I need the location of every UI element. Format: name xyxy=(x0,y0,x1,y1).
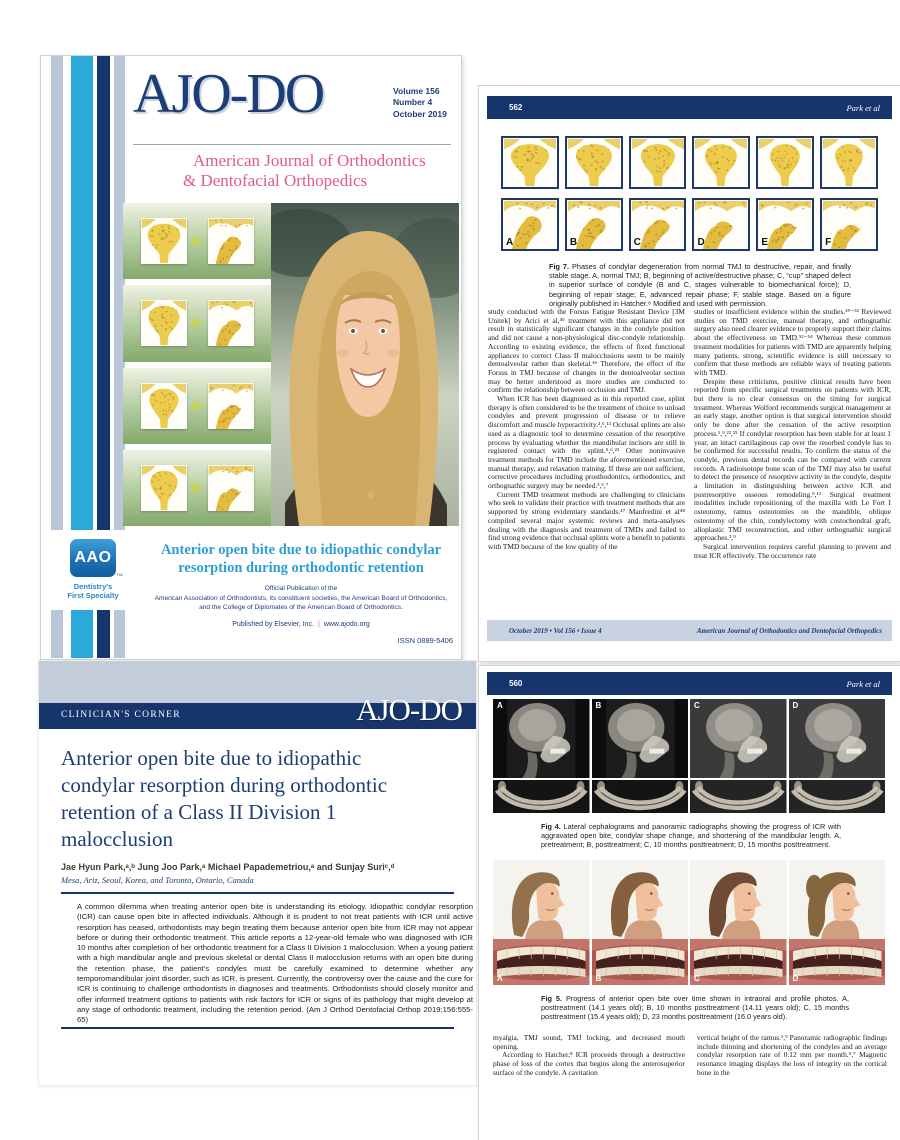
journal-name-line2: & Dentofacial Orthopedics xyxy=(183,171,368,190)
volume-line: Volume 156 xyxy=(393,86,440,96)
panel-label: A xyxy=(497,701,503,710)
cover-condyle-illustration-strip xyxy=(123,203,271,526)
panoramic-radiograph-image xyxy=(592,780,689,813)
article-title-line1: Anterior open bite due to idiopathic xyxy=(61,746,362,770)
stripe-navy xyxy=(97,610,110,658)
body-paragraph: study conducted with the Forsus Fatigue Resistant Device [3M Unitek] by Arici et al,⁴⁵ treatment with this appliance did not result in statistically significant changes in the condyle position and did not cause a non-physiological disc-condyle relationship. According to existing evidence, the effects of fixed functional appliances to correct Class II malocclusions seem to be mainly dentoalveolar rather than skeletal.⁴⁶ Therefore, the effect of the Forsus in TMJ because of changes in the dentoalveolar section may be better understood as more studies are conducted to confirm the relationship between occlusion and TMJ. xyxy=(488,308,685,395)
fig7-top-row xyxy=(501,136,878,189)
section-kicker: CLINICIAN'S CORNER xyxy=(61,710,181,720)
publisher-separator: | xyxy=(317,621,320,628)
panoramic-radiograph-image xyxy=(493,780,590,813)
condyle-pair-row xyxy=(123,285,271,361)
arrow-right-icon xyxy=(193,482,202,494)
panel-label: C xyxy=(694,701,700,710)
fig7-sagittal-panel xyxy=(820,198,878,251)
stripe-cyan xyxy=(71,610,93,658)
cephalogram-image xyxy=(789,699,886,778)
fig4-cephalogram-row xyxy=(493,699,885,778)
fig5-intraoral-photo-row xyxy=(493,939,885,985)
footer-journal-name: American Journal of Orthodontics and Dentofacial Orthopedics xyxy=(696,626,882,635)
author-byline: Jae Hyun Park,ᵃ,ᵇ Jung Joo Park,ᵃ Michael Papademetriou,ᵃ and Sunjay Suriᶜ,ᵈ xyxy=(61,862,395,872)
page-number: 562 xyxy=(509,103,523,112)
fig7-frontal-panel xyxy=(820,136,878,189)
page-footer-bar xyxy=(487,620,892,641)
cover-feature-title-line1: Anterior open bite due to idiopathic condylar xyxy=(160,542,442,558)
body-paragraph: Surgical intervention requires careful planning to prevent and treat ICR effectively. The occurrence rate xyxy=(694,541,891,560)
panel-label: A xyxy=(497,974,503,983)
official-publication-line1: Official Publication of the xyxy=(264,585,338,592)
aao-tagline-line2: First Specialty xyxy=(67,591,119,601)
aao-tagline-line1: Dentistry's xyxy=(73,582,113,591)
cover-portrait-photo xyxy=(271,203,459,526)
cephalogram-image xyxy=(493,699,590,778)
fig7-frontal-panel xyxy=(629,136,687,189)
issn-label: ISSN 0889-5406 xyxy=(397,636,453,645)
cover-masthead-logo: AJO-DO xyxy=(133,63,324,125)
fig7-sagittal-panel xyxy=(629,198,687,251)
fig7-frontal-panel xyxy=(692,136,750,189)
condyle-normal-thumbnail xyxy=(141,218,187,264)
fig7-frontal-panel xyxy=(501,136,559,189)
abstract-rule-top xyxy=(61,892,454,894)
condyle-normal-thumbnail xyxy=(141,383,187,429)
fig5-caption-lead: Fig 5. xyxy=(541,994,562,1003)
condyle-normal-thumbnail xyxy=(141,465,187,511)
panel-label: A xyxy=(506,237,514,248)
ajodo-brand-logo: AJO-DO xyxy=(356,692,462,727)
aao-logo-block xyxy=(55,539,131,601)
body-paragraph: When ICR has been diagnosed as in this reported case, splint therapy is often considered to be the treatment of choice to unload condyles and prevent progression of disease or to relieve discomfort and muscle hyperactivity.³,⁶,¹³ Occlusal splints are also used as a diagnostic tool to determine cessation of the resorptive process by evaluating whether the mandibular incisors are still in registered contact with the splint.⁵,⁶,²³ Other noninvasive treatment methods for TMD include the aforementioned exercise, manual therapy, and relaxation training. If these are not sufficient, corrective procedures including prosthodontics, orthodontics, and orthognathic surgery may be needed.³,⁶,⁷ xyxy=(488,394,685,491)
number-line: Number 4 xyxy=(393,97,433,108)
cover-feature-title-line2: resorption during orthodontic retention xyxy=(178,560,424,576)
panel-label: F xyxy=(825,237,832,248)
condyle-normal-thumbnail xyxy=(141,300,187,346)
profile-photo xyxy=(493,860,590,939)
article-title-line2: condylar resorption during orthodontic xyxy=(61,773,388,797)
stripe-light xyxy=(51,610,63,658)
condyle-resorbed-thumbnail xyxy=(208,300,254,346)
intraoral-photo xyxy=(690,939,787,985)
body-paragraph: Despite these criticisms, positive clinical results have been reported from specific surgical treatments on patients with ICR, but there is no clear consensus on the timing for surgical treatment. Whereas Wolford recommends surgical management at an early stage, another option is that surgical intervention should only be done after the cessation of the active resorption process.¹,⁹,²³,²⁵ If condylar resorption has been stable for at least 1 year, an intact cartilaginous cap over the resorbed condyle has to be confirmed for successful results. To confirm the status of the condyle, previous dental records can be compared with current records. A radioisotope bone scan of the TMJ may also be useful to detect the presence of resorptive activity in the condyle, despite a limitation in distinguishing between active ICR and postresorptive osseous remodeling.⁹,¹² Surgical treatment modalities include repositioning of the maxilla with Le Fort I osteotomy, ramus osteotomies on the mandible, oblique osteotomy of the chin, condylectomy with costochondral graft, alloplastic TMJ reconstruction, and other orthognathic surgical approaches.³,⁹ xyxy=(694,376,891,543)
body-column-right xyxy=(694,308,891,608)
aao-logo xyxy=(70,539,123,577)
intraoral-photo xyxy=(493,939,590,985)
fig4-caption-text: Lateral cephalograms and panoramic radiographs showing the progress of ICR with aggravated open bite, condylar shape change, and shortening of the mandibular length. A, pretreatment; B, posttreatment; C, 10 months posttreatment; D, 15 months posttreatment. xyxy=(541,822,841,850)
intraoral-photo xyxy=(592,939,689,985)
body-paragraph: According to Hatcher,⁸ ICR proceeds through a destructive phase of loss of the cortex that begins along the anterosuperior surface of the condyle. A cavitation xyxy=(493,1050,685,1077)
body-paragraph: Current TMD treatment methods are challenging to clinicians who seek to validate their practice with treatment methods that are supported by strong evidentiary standards.⁴⁷ Manfredini et al⁴⁸ compiled several major systemic reviews and meta-analyses dealing with the diagnosis and treatment of TMDs and failed to find strong evidence that occlusal splints were a benefit to patients with TMD because of the low quality of the xyxy=(488,489,685,551)
journal-name-line1: American Journal of Orthodontics xyxy=(193,151,426,170)
fig7-sagittal-panel xyxy=(692,198,750,251)
page-number: 560 xyxy=(509,679,523,688)
body-paragraph: myalgia, TMJ sound, TMJ locking, and decreased mouth opening. xyxy=(493,1034,685,1051)
panel-label: D xyxy=(792,974,799,983)
running-head: Park et al xyxy=(846,678,880,689)
body-column-left xyxy=(488,308,685,608)
cephalogram-image xyxy=(690,699,787,778)
panel-label: D xyxy=(792,701,799,710)
aao-logo-text: AAO xyxy=(74,549,112,566)
profile-photo xyxy=(789,860,886,939)
intraoral-photo xyxy=(789,939,886,985)
arrow-right-icon xyxy=(193,400,202,412)
date-line: October 2019 xyxy=(393,108,447,119)
running-head: Park et al xyxy=(846,102,880,113)
author-affiliations: Mesa, Ariz, Seoul, Korea, and Toronto, Ontario, Canada xyxy=(61,875,254,885)
body-paragraph: vertical height of the ramus.¹,⁹ Panoramic radiographic findings include thinning and shortening of the condyles and an average condylar resorption rate of 0.12 mm per month.⁵,⁷ Magnetic resonance imaging displays the loss of integrity on the cortical bone in the xyxy=(697,1034,887,1077)
journal-page-562 xyxy=(478,85,900,662)
fig7-caption-text: Phases of condylar degeneration from normal TMJ to destructive, repair, and finally stable stage. A, normal TMJ; B, beginning of active/destructive phase; C, “cup” shaped defect in superior surface of condyle (B and C, stages vulnerable to biomechanical force); D, beginning of repair stage; E, advanced repair phase; F, stable stage. Based on a figure originally published in Hatcher.⁸ Modified and used with permission. xyxy=(549,262,851,308)
fig7-sagittal-panel xyxy=(501,198,559,251)
publisher-line xyxy=(116,621,486,628)
panel-label: E xyxy=(761,237,768,248)
fig7-frontal-panel xyxy=(756,136,814,189)
fig4-caption xyxy=(541,822,841,850)
profile-photo xyxy=(592,860,689,939)
fig5-profile-photo-row xyxy=(493,860,885,939)
abstract-rule-bottom xyxy=(61,1027,454,1029)
fig4-panoramic-row xyxy=(493,780,885,813)
journal-cover-page xyxy=(40,55,462,660)
fig4-caption-lead: Fig 4. xyxy=(541,822,561,831)
stripe-light xyxy=(114,610,125,658)
aao-tagline xyxy=(55,582,131,601)
aao-trademark: TM xyxy=(116,572,123,577)
fig7-caption xyxy=(549,262,851,308)
condyle-pair-row xyxy=(123,368,271,444)
publisher-website: www.ajodo.org xyxy=(323,621,370,628)
panel-label: D xyxy=(697,237,705,248)
fig7-caption-lead: Fig 7. xyxy=(549,262,570,271)
condyle-pair-row xyxy=(123,450,271,526)
journal-page-560 xyxy=(478,665,900,1140)
panoramic-radiograph-image xyxy=(690,780,787,813)
fig7-sagittal-panel xyxy=(565,198,623,251)
fig7-bottom-row xyxy=(501,198,878,251)
panel-label: C xyxy=(633,237,641,248)
body-column-right xyxy=(697,1034,887,1134)
page-header-bar xyxy=(487,672,892,695)
arrow-right-icon xyxy=(193,235,202,247)
article-title-page xyxy=(38,660,477,1086)
stripe-cyan xyxy=(71,56,93,530)
panel-label: B xyxy=(595,701,602,710)
arrow-right-icon xyxy=(193,317,202,329)
stripe-light xyxy=(51,56,63,530)
condyle-resorbed-thumbnail xyxy=(208,218,254,264)
publisher-text: Published by Elsevier, Inc. xyxy=(232,621,314,628)
page-header-bar xyxy=(487,96,892,119)
footer-issue-info: October 2019 • Vol 156 • Issue 4 xyxy=(509,626,602,635)
stripe-navy xyxy=(97,56,110,530)
cover-volume-info xyxy=(393,86,463,120)
article-title-line3: retention of a Class II Division 1 xyxy=(61,800,337,824)
condyle-pair-row xyxy=(123,203,271,279)
condyle-resorbed-thumbnail xyxy=(208,383,254,429)
official-publication-line3: and the College of Diplomates of the American Board of Orthodontics. xyxy=(199,604,403,611)
fig7-frontal-panel xyxy=(565,136,623,189)
official-publication-line2: American Association of Orthodontists, its constituent societies, the American Board of Orthodontics, xyxy=(154,595,448,602)
panel-label: C xyxy=(694,974,700,983)
masthead-divider xyxy=(133,144,451,145)
fig7-sagittal-panel xyxy=(756,198,814,251)
cephalogram-image xyxy=(592,699,689,778)
article-abstract: A common dilemma when treating anterior open bite is understanding its etiology. Idiopathic condylar resorption (ICR) can cause open bite in affected individuals. Although it is prudent to not treat patients with ICR until active resorption has ceased, orthodontists may begin treating them because anterior open bite from ICR may not appear before or during their orthodontic treatment. This article reports a 12-year-old female who was diagnosed with ICR 10 months after completion of her orthodontic treatment for a Class II Division 1 malocclusion. When a young patient with a high mandibular angle and previous skeletal or dental Class II malocclusion returns with an open bite during the retention phase, the patient's condyles must be carefully examined to determine whether any temporomandibular joint disorder, such as ICR, is present. Currently, the controversy over the cause and the cure for ICR is continuing to challenge orthodontists in diagnoses and treatments. Orthodontists should closely monitor and offer informed treatment options to patients with risk factors for ICR or signs of its pathology that might develop at any stage of orthodontic treatment, including the retention period. (Am J Orthod Dentofacial Orthop 2019;156:555-65) xyxy=(77,902,473,1025)
fig5-caption xyxy=(541,994,849,1022)
article-title-line4: malocclusion xyxy=(61,827,173,851)
body-paragraph: studies or insufficient evidence within the studies.⁴⁹⁻⁵¹ Reviewed studies on TMD exercise, manual therapy, and orthognathic surgery also need clearer evidence to properly support their claims about the effectiveness on TMD.⁵²⁻⁵⁴ Whereas these common treatment modalities for patients with TMD are apparently helping many patients, strong, scientific evidence is still necessary to confirm that these methods are reliable ways of treating patients with TMD. xyxy=(694,308,891,377)
condyle-resorbed-thumbnail xyxy=(208,465,254,511)
fig5-caption-text: Progress of anterior open bite over time shown in intraoral and profile photos. A, posttreatment (14.1 years old); B, 10 months posttreatment (14.11 years old); C, 15 months posttreatment (15.4 years old); D, 23 months posttreatment (16.0 years old). xyxy=(541,994,849,1022)
profile-photo xyxy=(690,860,787,939)
body-column-left xyxy=(493,1034,685,1134)
panoramic-radiograph-image xyxy=(789,780,886,813)
panel-label: B xyxy=(569,237,578,248)
panel-label: B xyxy=(595,974,602,983)
